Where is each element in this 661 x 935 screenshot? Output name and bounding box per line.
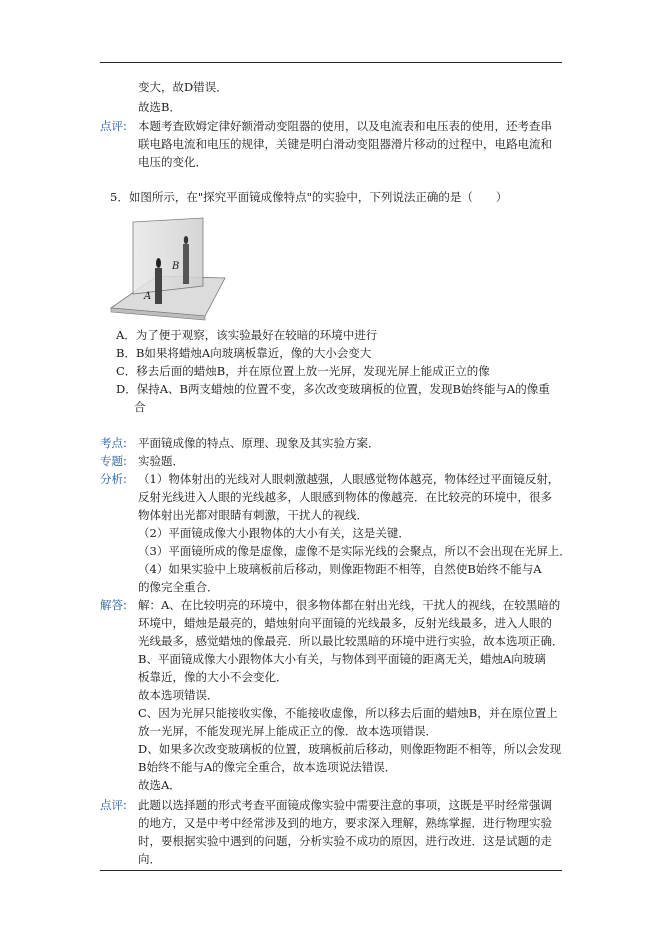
jieda-line-4: B、平面镜成像大小跟物体大小有关，与物体到平面镜的距离无关，蜡烛A向玻璃 — [138, 652, 546, 666]
candle-b — [183, 244, 189, 284]
option-c: C．移去后面的蜡烛B，并在原位置上放一光屏，发现光屏上能成正立的像 — [116, 364, 490, 378]
prev-line-2: 故选B． — [138, 100, 181, 114]
question-stem: 5．如图所示，在"探究平面镜成像特点"的实验中，下列说法正确的是（ ） — [110, 190, 508, 204]
jieda-line-5: 板靠近，像的大小不会变化． — [138, 670, 288, 684]
comment-line-1: 本题考查欧姆定律好额滑动变阻器的使用，以及电流表和电压表的使用，还考查串 — [138, 119, 552, 133]
dianping-line-1: 此题以选择题的形式考查平面镜成像实验中需要注意的事项，这既是平时经常强调 — [138, 798, 552, 812]
jieda-line-1: 解：A、在比较明亮的环境中，很多物体都在射出光线，干扰人的视线，在较黑暗的 — [138, 598, 561, 612]
fenxi-line-1: （1）物体射出的光线对人眼刺激越强，人眼感觉物体越亮，物体经过平面镜反射， — [138, 472, 560, 486]
option-a: A．为了便于观察，该实验最好在较暗的环境中进行 — [116, 328, 378, 342]
dianping-line-4: 向． — [138, 852, 161, 866]
jieda-line-11: 故选A． — [138, 778, 181, 792]
dianping-line-2: 的地方，又是中考中经常涉及到的地方，要求深入理解，熟练掌握．进行物理实验 — [138, 816, 552, 830]
figure-label-b: B — [172, 261, 180, 272]
option-b: B．B如果将蜡烛A向玻璃板靠近，像的大小会变大 — [116, 346, 372, 360]
kaodian-label: 考点: — [100, 436, 127, 450]
option-d-cont: 合 — [134, 400, 146, 414]
fenxi-line-3: 物体射出光都对眼睛有刺激，干扰人的视线． — [138, 508, 368, 522]
jieda-label: 解答: — [100, 598, 127, 612]
candle-a — [155, 268, 162, 304]
figure-drawing — [109, 216, 227, 321]
bottom-rule — [100, 870, 562, 871]
dianping-label: 点评: — [100, 798, 127, 812]
comment-line-2: 联电路电流和电压的规律，关键是明白滑动变阻器滑片移动的过程中，电路电流和 — [138, 137, 552, 151]
fenxi-line-7: 的像完全重合． — [138, 580, 219, 594]
mirror-experiment-figure — [109, 216, 227, 321]
option-d: D．保持A、B两支蜡烛的位置不变，多次改变玻璃板的位置，发现B始终能与A的像重 — [116, 382, 550, 396]
jieda-line-10: B始终不能与A的像完全重合，故本选项说法错误． — [138, 760, 397, 774]
fenxi-line-4: （2）平面镜成像大小跟物体的大小有关，这是关键． — [138, 526, 410, 540]
zhuanti-text: 实验题． — [138, 454, 184, 468]
jieda-line-3: 光线最多，感觉蜡烛的像最亮．所以最比较黑暗的环境中进行实验，故本选项正确． — [138, 634, 564, 648]
fenxi-line-2: 反射光线进入人眼的光线越多，人眼感到物体的像越亮．在比较亮的环境中，很多 — [138, 490, 552, 504]
fenxi-line-5: （3）平面镜所成的像是虚像，虚像不是实际光线的会聚点，所以不会出现在光屏上． — [138, 544, 571, 558]
prev-line-1: 变大，故D错误． — [138, 80, 228, 94]
fenxi-label: 分析: — [100, 472, 127, 486]
jieda-line-8: 放一光屏，不能发现光屏上能成正立的像．故本选项错误． — [138, 724, 437, 738]
fenxi-line-6: （4）如果实验中上玻璃板前后移动，则像距物距不相等，自然使B始终不能与A — [138, 562, 542, 576]
comment-line-3: 电压的变化． — [138, 155, 207, 169]
zhuanti-label: 专题: — [100, 454, 127, 468]
figure-label-a: A — [144, 291, 152, 302]
comment-label: 点评: — [100, 119, 127, 133]
jieda-line-9: D、如果多次改变玻璃板的位置，玻璃板前后移动，则像距物距不相等，所以会发现 — [138, 742, 562, 756]
kaodian-text: 平面镜成像的特点、原理、现象及其实验方案． — [138, 436, 380, 450]
jieda-line-2: 环境中，蜡烛是最亮的，蜡烛射向平面镜的光线最多，反射光线最多，进入人眼的 — [138, 616, 552, 630]
glass-plate — [133, 218, 203, 294]
jieda-line-6: 故本选项错误． — [138, 688, 219, 702]
top-rule — [100, 62, 562, 63]
jieda-line-7: C、因为光屏只能接收实像，不能接收虚像，所以移去后面的蜡烛B，并在原位置上 — [138, 706, 558, 720]
dianping-line-3: 时，要根据实验中遇到的问题，分析实验不成功的原因，进行改进．这是试题的走 — [138, 834, 552, 848]
